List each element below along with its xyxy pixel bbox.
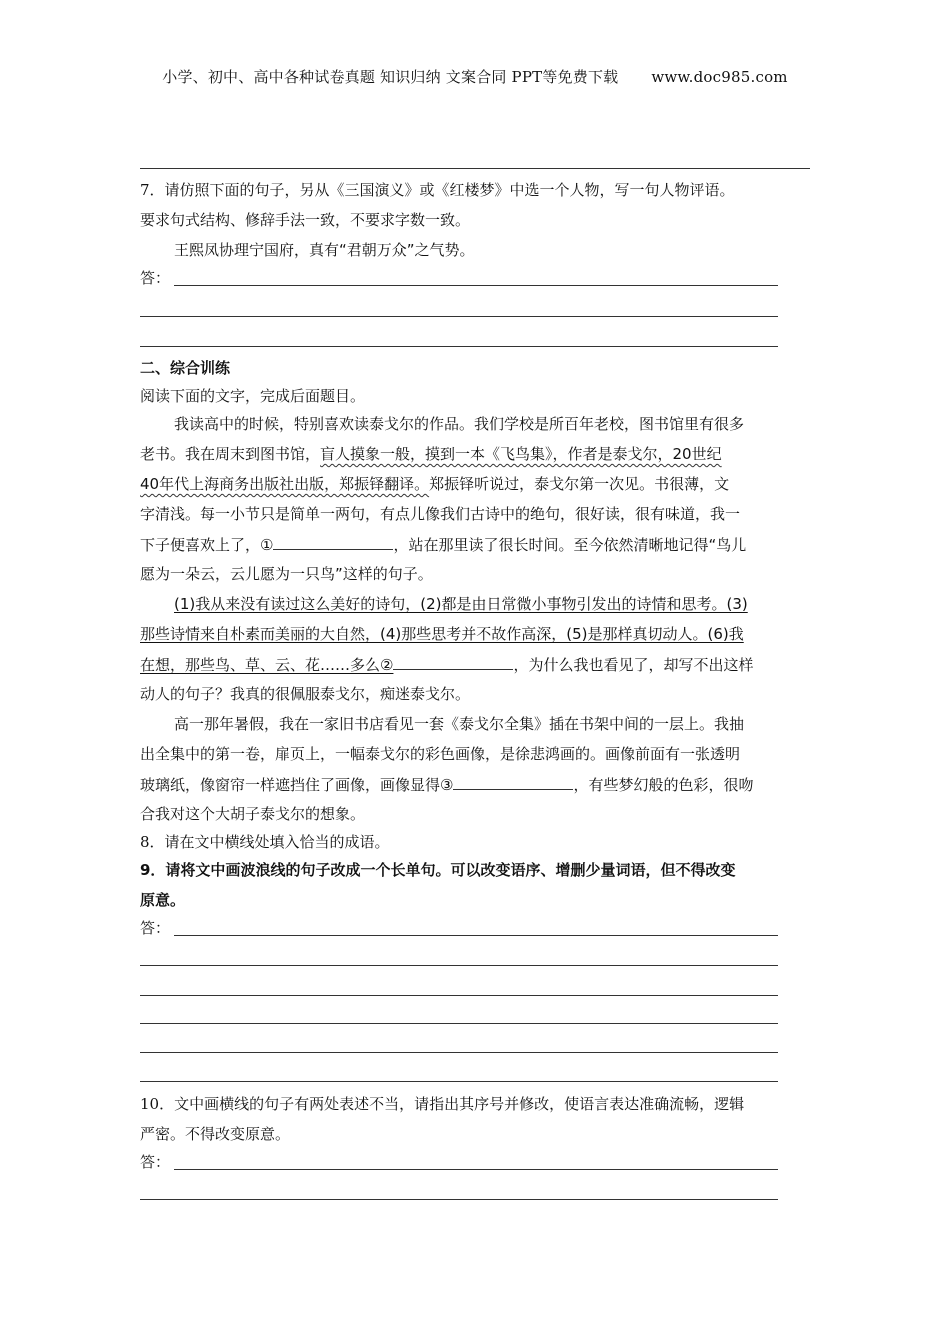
section-instruction: 阅读下面的文字，完成后面题目。 xyxy=(140,387,366,405)
q7-example: 王熙凤协理宁国府，真有“君朝万众”之气势。 xyxy=(174,241,475,259)
q9-answer-line-6[interactable] xyxy=(140,1081,778,1082)
q9-line2: 原意。 xyxy=(140,891,186,909)
section-title: 二、综合训练 xyxy=(140,359,231,377)
q7-answer-line-1[interactable] xyxy=(174,285,778,286)
passage-p3-line3 xyxy=(140,774,753,795)
q10-line1: 10．文中画横线的句子有两处表述不当，请指出其序号并修改，使语言表达准确流畅，逻辑 xyxy=(140,1095,745,1113)
passage-p3-line1: 高一那年暑假，我在一家旧书店看见一套《泰戈尔全集》插在书架中间的一层上。我抽 xyxy=(174,715,745,733)
q7-answer-line-2[interactable] xyxy=(140,316,778,317)
passage-p3-line4: 合我对这个大胡子泰戈尔的想象。 xyxy=(140,805,366,823)
passage-text: 玻璃纸，像窗帘一样遮挡住了画像，画像显得③ xyxy=(140,776,454,794)
blank-1[interactable] xyxy=(273,534,393,550)
passage-text: ，站在那里读了很长时间。至今依然清晰地记得“鸟儿 xyxy=(393,536,747,554)
q7-answer-line-3[interactable] xyxy=(140,346,778,347)
q9-answer-line-4[interactable] xyxy=(140,1023,778,1024)
passage-p2-line4: 动人的句子？我真的很佩服泰戈尔，痴迷泰戈尔。 xyxy=(140,685,471,703)
passage-p2-line3 xyxy=(140,654,753,675)
q9-answer-line-3[interactable] xyxy=(140,995,778,996)
blank-2[interactable] xyxy=(393,654,513,670)
passage-p3-line2: 出全集中的第一卷，扉页上，一幅泰戈尔的彩色画像，是徐悲鸿画的。画像前面有一张透明 xyxy=(140,745,741,763)
blank-3[interactable] xyxy=(453,774,573,790)
passage-text: ，有些梦幻般的色彩，很吻 xyxy=(573,776,754,794)
passage-text: 郑振铎听说过，泰戈尔第一次见。书很薄，文 xyxy=(429,475,730,493)
q9-answer-line-1[interactable] xyxy=(174,935,778,936)
q9-answer-line-2[interactable] xyxy=(140,965,778,966)
page-header xyxy=(0,66,950,87)
q9-answer-line-5[interactable] xyxy=(140,1052,778,1053)
q10-answer-line-2[interactable] xyxy=(140,1199,778,1200)
underlined-text: 在想，那些鸟、草、云、花……多么② xyxy=(140,656,394,674)
passage-p2-line1: (1)我从来没有读过这么美好的诗句，(2)都是由日常微小事物引发出的诗情和思考。(3) xyxy=(174,595,748,613)
passage-p2-line2: 那些诗情来自朴素而美丽的大自然，(4)那些思考并不故作高深，(5)是那样真切动人。(6)我 xyxy=(140,625,744,643)
q9-line1: 9．请将文中画波浪线的句子改成一个长单句。可以改变语序、增删少量词语，但不得改变 xyxy=(140,861,736,879)
q8-text: 8．请在文中横线处填入恰当的成语。 xyxy=(140,833,390,851)
wavy-sentence-part2: 40年代上海商务出版社出版，郑振铎翻译。 xyxy=(140,475,430,493)
q9-answer-label: 答： xyxy=(140,919,171,937)
q7-line2: 要求句式结构、修辞手法一致，不要求字数一致。 xyxy=(140,211,471,229)
q10-line2: 严密。不得改变原意。 xyxy=(140,1125,291,1143)
header-text: 小学、初中、高中各种试卷真题 知识归纳 文案合同 PPT等免费下载 xyxy=(162,68,619,86)
passage-p1-line3 xyxy=(140,474,729,494)
passage-text: 老书。我在周末到图书馆， xyxy=(140,445,321,463)
q7-answer-label: 答： xyxy=(140,269,171,287)
top-answer-line xyxy=(140,168,810,169)
wavy-sentence-part1: 盲人摸象一般，摸到一本《飞鸟集》，作者是泰戈尔，20世纪 xyxy=(320,445,722,463)
q7-line1: 7．请仿照下面的句子，另从《三国演义》或《红楼梦》中选一个人物，写一句人物评语。 xyxy=(140,181,735,199)
passage-p1-line4: 字清浅。每一小节只是简单一两句，有点儿像我们古诗中的绝句，很好读，很有味道，我一 xyxy=(140,505,741,523)
passage-text: 下子便喜欢上了，① xyxy=(140,536,274,554)
passage-p1-line1: 我读高中的时候，特别喜欢读泰戈尔的作品。我们学校是所百年老校，图书馆里有很多 xyxy=(174,415,745,433)
passage-p1-line5 xyxy=(140,534,746,555)
q10-answer-line-1[interactable] xyxy=(174,1169,778,1170)
passage-text: ，为什么我也看见了，却写不出这样 xyxy=(513,656,754,674)
passage-p1-line6: 愿为一朵云，云儿愿为一只鸟”这样的句子。 xyxy=(140,565,433,583)
q10-answer-label: 答： xyxy=(140,1153,171,1171)
header-site: www.doc985.com xyxy=(651,68,788,86)
passage-p1-line2 xyxy=(140,444,722,464)
